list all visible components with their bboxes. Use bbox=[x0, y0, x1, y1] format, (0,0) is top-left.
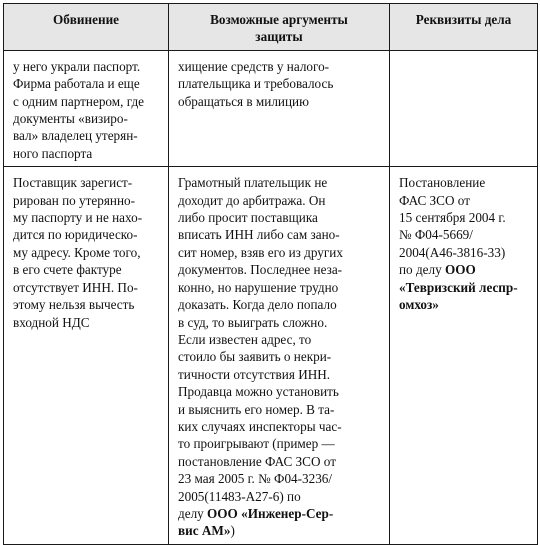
cell-charge: Поставщик зарегист- рирован по утерянно- му паспорту и не нахо- дится по юридическо- му адресу. Кроме того, в его счете фактуре отсутствует ИНН. По- этому нельзя вычесть входной НДС bbox=[4, 167, 169, 545]
defense-case-party: ООО «Инженер-Сер- вис АМ» bbox=[178, 505, 334, 539]
header-charge: Обвинение bbox=[4, 4, 169, 51]
cell-defense: хищение средств у налого- плательщика и требовалось обращаться в милицию bbox=[169, 50, 390, 166]
case-party: ООО «Тевризский леспр- омхоз» bbox=[399, 262, 518, 313]
defense-text: Грамотный плательщик не доходит до арбитража. Он либо просит поставщика вписать ИНН либо сам зано- сит номер, взяв его из других документов. Последнее неза- конно, но нарушение трудно доказать. Когда дело попало в суд, то выиграть сложно. Если известен адрес, то стоило бы заявить о некри- тичности отсутствия ИНН. Продавца можно установить и выяснить его номер. В та- ких случаях инспекторы час- то проигрывают (пример — постановление ФАС ЗСО от 23 мая 2005 г. № Ф04-3236/ 2005(11483-А27-6) по делу bbox=[178, 175, 343, 521]
table-row bbox=[4, 167, 538, 545]
cell-charge: у него украли паспорт. Фирма работала и еще с одним партнером, где документы «визиро- вал» владелец утерян- ного паспорта bbox=[4, 50, 169, 166]
table-header-row bbox=[4, 4, 538, 51]
header-defense: Возможные аргументы защиты bbox=[169, 4, 390, 51]
defense-text-end: ) bbox=[230, 523, 235, 539]
case-table bbox=[3, 3, 538, 545]
table-row bbox=[4, 50, 538, 166]
cell-case bbox=[390, 167, 538, 545]
case-reference: Постановление ФАС ЗСО от 15 сентября 2004 г. № Ф04-5669/ 2004(А46-3816-33) по делу bbox=[399, 175, 506, 278]
header-case: Реквизиты дела bbox=[390, 4, 538, 51]
cell-defense bbox=[169, 167, 390, 545]
cell-case bbox=[390, 50, 538, 166]
